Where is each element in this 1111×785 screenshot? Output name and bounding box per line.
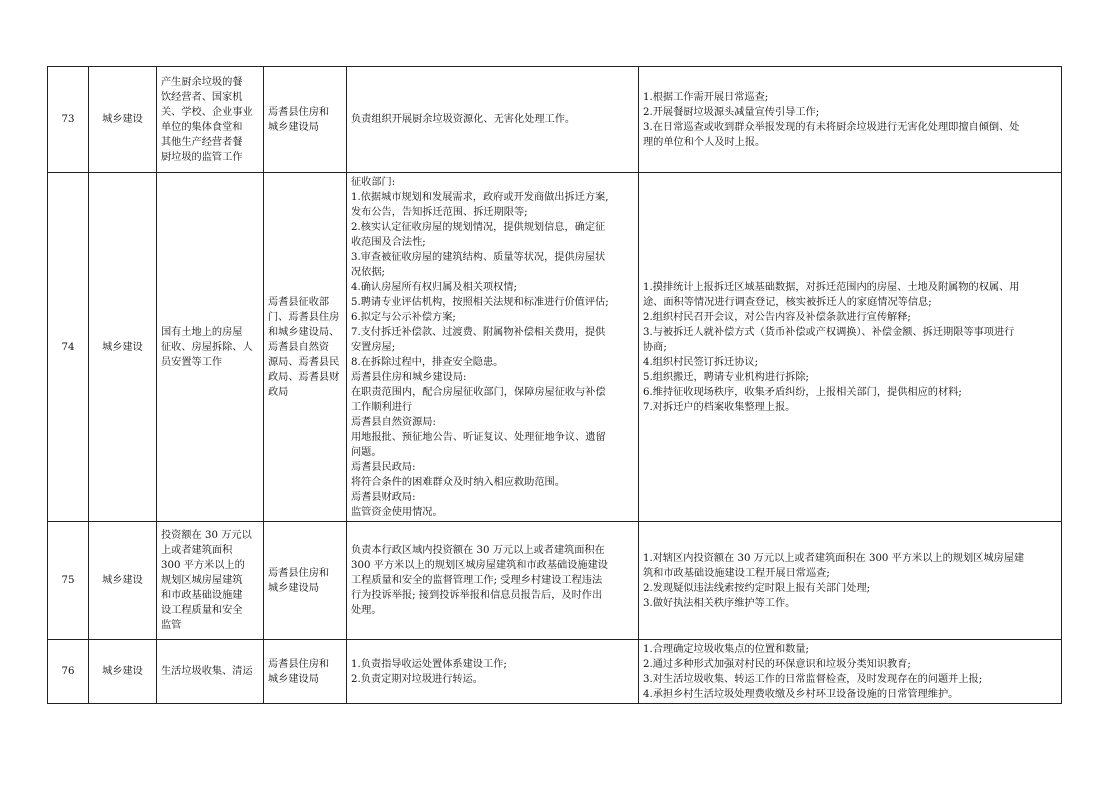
department-cell-line: 和城乡建设局、 — [268, 326, 340, 338]
township-measures-cell-line: 4.组织村民签订拆迁协议; — [643, 356, 759, 368]
matter-cell — [157, 640, 264, 704]
department-duty-cell-line: 发布公告，告知拆迁范围、拆迁期限等; — [351, 206, 528, 218]
department-duty-cell-line: 6.拟定与公示补偿方案; — [351, 311, 456, 323]
duty-table-body — [48, 67, 1062, 704]
department-cell — [264, 640, 347, 704]
department-duty-cell-line: 问题。 — [351, 446, 382, 458]
township-measures-cell-line: 1.摸排统计上报拆迁区域基础数据，对拆迁范围内的房屋、土地及附属物的权属、用 — [643, 281, 1020, 293]
department-duty-cell-line: 300 平方米以上的规划区城房屋建筑和市政基础设施建设 — [351, 560, 608, 571]
department-duty-cell-line: 行为投诉举报; 接到投诉举报和信息员报告后，及时作出 — [351, 590, 603, 601]
department-cell-line: 源局、焉耆县民 — [268, 356, 340, 368]
township-measures-cell-line: 3.在日常巡查或收到群众举报发现的有未将厨余垃圾进行无害化处理即擅自倾倒、处 — [643, 121, 1020, 133]
matter-cell — [157, 67, 264, 173]
category-cell: 城乡建设 — [89, 640, 157, 704]
township-measures-cell-line: 2.开展餐厨垃圾源头减量宣传引导工作; — [643, 106, 820, 118]
township-measures-cell-line: 3.对生活垃圾收集、转运工作的日常监督检查，及时发现存在的问题并上报; — [643, 673, 983, 685]
township-measures-cell-line: 2.通过多种形式加强对村民的环保意识和垃圾分类知识教育; — [643, 658, 911, 670]
department-duty-cell-line: 将符合条件的困难群众及时纳入相应救助范围。 — [351, 476, 565, 488]
department-cell-line: 城乡建设局 — [268, 121, 319, 133]
department-duty-cell-line: 负责组织开展厨余垃圾资源化、无害化处理工作。 — [351, 114, 576, 125]
township-measures-cell-line: 理的单位和个人及时上报。 — [643, 136, 766, 148]
township-measures-cell — [639, 67, 1062, 173]
table-row — [48, 640, 1062, 704]
table-row — [48, 173, 1062, 522]
department-duty-cell-line: 2.核实认定征收房屋的规划情况，提供规划信息，确定征 — [351, 221, 606, 233]
matter-cell-line: 投资额在 30 万元以 — [161, 530, 252, 541]
department-duty-cell-line: 处理。 — [351, 605, 382, 616]
department-duty-cell — [347, 173, 639, 522]
matter-cell-line: 和市政基础设施建 — [161, 590, 243, 601]
department-cell — [264, 67, 347, 173]
department-duty-cell-line: 焉耆县住房和城乡建设局: — [351, 371, 467, 383]
matter-cell-line: 其他生产经营者餐 — [161, 136, 243, 148]
department-duty-cell — [347, 640, 639, 704]
table-row — [48, 67, 1062, 173]
department-duty-cell-line: 焉耆县民政局: — [351, 461, 416, 473]
township-measures-cell — [639, 173, 1062, 522]
department-duty-cell — [347, 522, 639, 640]
department-duty-cell-line: 7.支付拆迁补偿款、过渡费、附属物补偿相关费用，提供 — [351, 326, 606, 338]
department-duty-cell-line: 负责本行政区域内投资额在 30 万元以上或者建筑面积在 — [351, 545, 605, 556]
township-measures-cell-line: 5.组织搬迁，聘请专业机构进行拆除; — [643, 371, 809, 383]
township-measures-cell-line: 6.维持征收现场秩序，收集矛盾纠纷，上报相关部门，提供相应的材料; — [643, 386, 962, 398]
duty-table — [47, 66, 1062, 704]
township-measures-cell-line: 2.发现疑似违法线索按约定时限上报有关部门处理; — [643, 582, 871, 594]
department-duty-cell-line: 工作顺利进行 — [351, 401, 413, 413]
matter-cell-line: 厨垃圾的监管工作 — [161, 151, 243, 163]
matter-cell-line: 单位的集体食堂和 — [161, 121, 243, 133]
department-cell-line: 门、焉耆县住房 — [268, 311, 340, 323]
department-duty-cell-line: 焉耆县自然资源局: — [351, 416, 436, 428]
department-duty-cell — [347, 67, 639, 173]
department-duty-cell-line: 工程质量和安全的监督管理工作; 受理乡村建设工程违法 — [351, 575, 603, 586]
matter-cell-line: 国有土地上的房屋 — [161, 326, 243, 338]
department-duty-cell-line: 1.负责指导收运处置体系建设工作; — [351, 658, 507, 670]
department-duty-cell-line: 8.在拆除过程中，排查安全隐患。 — [351, 356, 504, 368]
township-measures-cell-line: 1.对辖区内投资额在 30 万元以上或者建筑面积在 300 平方米以上的规划区城房屋建 — [643, 552, 1025, 564]
category-cell: 城乡建设 — [89, 173, 157, 522]
row-number-cell: 74 — [48, 173, 89, 522]
department-duty-cell-line: 征收部门: — [351, 176, 396, 188]
township-measures-cell — [639, 522, 1062, 640]
matter-cell-line: 员安置等工作 — [161, 356, 223, 368]
matter-cell-line: 上或者建筑面积 — [161, 545, 233, 556]
matter-cell-line: 关、学校、企业事业 — [161, 106, 253, 118]
department-cell-line: 焉耆县征收部 — [268, 296, 330, 308]
matter-cell-line: 征收、房屋拆除、人 — [161, 341, 253, 353]
department-cell-line: 焉耆县住房和 — [268, 567, 330, 579]
category-cell: 城乡建设 — [89, 522, 157, 640]
matter-cell-line: 规划区城房屋建筑 — [161, 575, 243, 586]
department-duty-cell-line: 安置房屋; — [351, 341, 396, 353]
department-cell — [264, 173, 347, 522]
township-measures-cell-line: 筑和市政基础设施建设工程开展日常巡查; — [643, 567, 830, 579]
matter-cell — [157, 522, 264, 640]
department-duty-cell-line: 在职责范围内，配合房屋征收部门，保障房屋征收与补偿 — [351, 386, 606, 398]
department-duty-cell-line: 监管资金使用情况。 — [351, 506, 443, 518]
matter-cell-line: 生活垃圾收集、清运 — [161, 666, 253, 677]
department-duty-cell-line: 3.审查被征收房屋的建筑结构、质量等状况，提供房屋状 — [351, 251, 606, 263]
department-cell — [264, 522, 347, 640]
matter-cell-line: 监管 — [161, 620, 182, 631]
township-measures-cell-line: 4.承担乡村生活垃圾处理费收缴及乡村环卫设备设施的日常管理维护。 — [643, 688, 959, 700]
matter-cell-line: 300 平方米以上的 — [161, 560, 245, 571]
department-cell-line: 焉耆县住房和 — [268, 658, 330, 670]
department-duty-cell-line: 5.聘请专业评估机构，按照相关法规和标准进行价值评估; — [351, 296, 609, 308]
township-measures-cell-line: 3.与被拆迁人就补偿方式（货币补偿或产权调换）、补偿金额、拆迁期限等事项进行 — [643, 326, 1015, 338]
department-duty-cell-line: 况依据; — [351, 266, 385, 278]
table-row — [48, 522, 1062, 640]
department-cell-line: 焉耆县自然资 — [268, 341, 330, 353]
township-measures-cell — [639, 640, 1062, 704]
department-duty-cell-line: 1.依据城市规划和发展需求，政府或开发商做出拆迁方案, — [351, 191, 609, 203]
township-measures-cell-line: 7.对拆迁户的档案收集整理上报。 — [643, 401, 796, 413]
township-measures-cell-line: 3.做好执法相关秩序维护等工作。 — [643, 597, 796, 609]
department-cell-line: 政局 — [268, 386, 289, 398]
department-duty-cell-line: 4.确认房屋所有权归属及相关项权情; — [351, 281, 517, 293]
department-cell-line: 焉耆县住房和 — [268, 106, 330, 118]
department-duty-cell-line: 2.负责定期对垃圾进行转运。 — [351, 673, 483, 685]
category-cell: 城乡建设 — [89, 67, 157, 173]
department-duty-cell-line: 焉耆县财政局: — [351, 491, 416, 503]
department-cell-line: 城乡建设局 — [268, 673, 319, 685]
department-cell-line: 政局、焉耆县财 — [268, 371, 340, 383]
row-number-cell: 73 — [48, 67, 89, 173]
township-measures-cell-line: 1.合理确定垃圾收集点的位置和数量; — [643, 643, 809, 655]
township-measures-cell-line: 协商; — [643, 341, 667, 353]
row-number-cell: 76 — [48, 640, 89, 704]
matter-cell-line: 产生厨余垃圾的餐 — [161, 76, 243, 88]
matter-cell — [157, 173, 264, 522]
township-measures-cell-line: 1.根据工作需开展日常巡查; — [643, 91, 769, 103]
department-duty-cell-line: 用地报批、预征地公告、听证复议、处理征地争议、遗留 — [351, 431, 606, 443]
township-measures-cell-line: 途、面积等情况进行调查登记，核实被拆迁人的家庭情况等信息; — [643, 296, 932, 308]
department-duty-cell-line: 收范围及合法性; — [351, 236, 426, 248]
township-measures-cell-line: 2.组织村民召开会议，对公告内容及补偿条款进行宣传解释; — [643, 311, 911, 323]
department-cell-line: 城乡建设局 — [268, 582, 319, 594]
matter-cell-line: 饮经营者、国家机 — [161, 91, 243, 103]
row-number-cell: 75 — [48, 522, 89, 640]
matter-cell-line: 设工程质量和安全 — [161, 605, 243, 616]
